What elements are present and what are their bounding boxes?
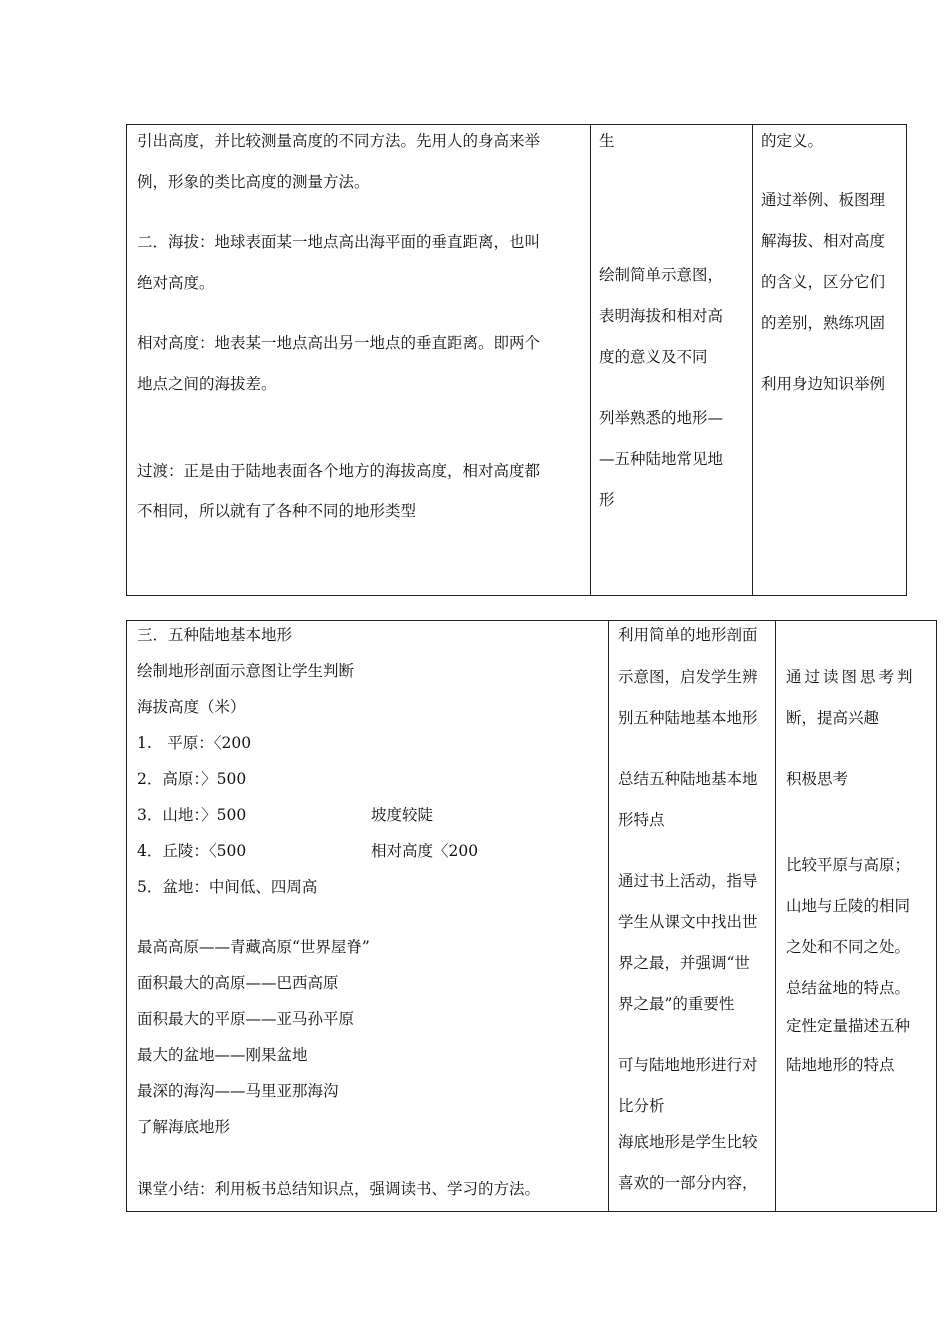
table2-right-line-3: 积极思考 [786, 770, 849, 788]
table1-left-line-4: 绝对高度。 [137, 274, 215, 292]
lesson-table-1 [126, 124, 907, 596]
table2-mid-line-9: 界之最”的重要性 [618, 995, 735, 1013]
table2-mid-line-7: 学生从课文中找出世 [618, 913, 758, 931]
table2-left-line-11: 面积最大的平原——亚马孙平原 [137, 1010, 355, 1028]
table1-activity-column [590, 125, 752, 595]
table2-left-line-3: 海拔高度（米） [137, 698, 246, 716]
table1-mid-line-3: 表明海拔和相对高 [599, 307, 724, 325]
table1-left-line-6: 地点之间的海拔差。 [137, 375, 277, 393]
table2-left-line-2: 绘制地形剖面示意图让学生判断 [137, 662, 355, 680]
table2-activity-column [608, 621, 775, 1211]
table2-mid-line-2: 示意图，启发学生辨 [618, 668, 758, 686]
table2-left-line-7: 4．丘陵：〈500 [137, 842, 247, 860]
table2-left-line-15: 课堂小结：利用板书总结知识点，强调读书、学习的方法。 [137, 1180, 541, 1198]
table2-left-line-14: 了解海底地形 [137, 1118, 231, 1136]
table2-right-line-9: 陆地地形的特点 [786, 1056, 895, 1074]
table2-mid-line-8: 界之最，并强调“世 [618, 954, 750, 972]
table1-left-line-3: 二．海拔：地球表面某一地点高出海平面的垂直距离，也叫 [137, 233, 541, 251]
table1-right-line-3: 解海拔、相对高度 [761, 232, 886, 250]
table1-mid-line-1: 生 [599, 132, 615, 150]
table2-right-line-7: 总结盆地的特点。 [786, 979, 911, 997]
table2-mid-line-12: 海底地形是学生比较 [618, 1133, 758, 1151]
table1-left-line-1: 引出高度，并比较测量高度的不同方法。先用人的身高来举 [137, 132, 541, 150]
table1-left-line-7: 过渡：正是由于陆地表面各个地方的海拔高度，相对高度都 [137, 462, 541, 480]
table1-left-line-2: 例，形象的类比高度的测量方法。 [137, 173, 370, 191]
table2-right-line-6: 之处和不同之处。 [786, 938, 911, 956]
table2-left-line-8: 5．盆地：中间低、四周高 [137, 878, 318, 896]
table1-mid-line-4: 度的意义及不同 [599, 348, 708, 366]
table2-mid-line-3: 别五种陆地基本地形 [618, 709, 758, 727]
table2-right-line-2: 断，提高兴趣 [786, 709, 880, 727]
table2-left-line-4: 1. 平原：〈200 [137, 734, 252, 752]
table2-right-line-5: 山地与丘陵的相同 [786, 897, 911, 915]
table2-mid-line-6: 通过书上活动，指导 [618, 872, 758, 890]
table1-right-line-4: 的含义，区分它们 [761, 273, 886, 291]
table2-note-relative-height: 相对高度〈200 [371, 842, 479, 860]
table2-mid-line-10: 可与陆地地形进行对 [618, 1056, 758, 1074]
table1-mid-line-7: 形 [599, 491, 615, 509]
table1-left-line-5: 相对高度：地表某一地点高出另一地点的垂直距离。即两个 [137, 334, 541, 352]
table2-left-line-10: 面积最大的高原——巴西高原 [137, 974, 339, 992]
table2-mid-line-1: 利用简单的地形剖面 [618, 626, 758, 644]
table2-left-line-5: 2．高原：〉500 [137, 770, 247, 788]
table1-content-column [127, 125, 590, 595]
table2-mid-line-13: 喜欢的一部分内容， [618, 1174, 758, 1192]
table2-right-line-4: 比较平原与高原； [786, 856, 911, 874]
table2-note-slope: 坡度较陡 [371, 806, 434, 824]
table1-mid-line-2: 绘制简单示意图， [599, 266, 724, 284]
table1-mid-line-6: —五种陆地常见地 [599, 450, 724, 468]
table1-mid-line-5: 列举熟悉的地形— [599, 409, 724, 427]
table1-left-line-8: 不相同，所以就有了各种不同的地形类型 [137, 502, 417, 520]
table1-right-line-6: 利用身边知识举例 [761, 375, 886, 393]
table2-mid-line-11: 比分析 [618, 1097, 665, 1115]
table1-right-line-2: 通过举例、板图理 [761, 191, 886, 209]
table2-left-line-9: 最高高原——青藏高原“世界屋脊” [137, 938, 370, 956]
table2-left-line-13: 最深的海沟——马里亚那海沟 [137, 1082, 339, 1100]
table2-mid-line-4: 总结五种陆地基本地 [618, 770, 758, 788]
table2-right-line-1: 通过读图思考判 [786, 668, 916, 686]
table2-mid-line-5: 形特点 [618, 811, 665, 829]
table2-right-line-8: 定性定量描述五种 [786, 1017, 911, 1035]
table1-right-line-1: 的定义。 [761, 132, 824, 150]
table2-left-line-6: 3．山地：〉500 [137, 806, 247, 824]
table1-intent-column [752, 125, 906, 595]
table2-content-column [127, 621, 608, 1211]
table1-right-line-5: 的差别，熟练巩固 [761, 314, 886, 332]
lesson-table-2 [126, 620, 937, 1212]
table2-left-line-12: 最大的盆地——刚果盆地 [137, 1046, 308, 1064]
table2-left-line-1: 三．五种陆地基本地形 [137, 626, 293, 644]
table2-intent-column [775, 621, 936, 1211]
